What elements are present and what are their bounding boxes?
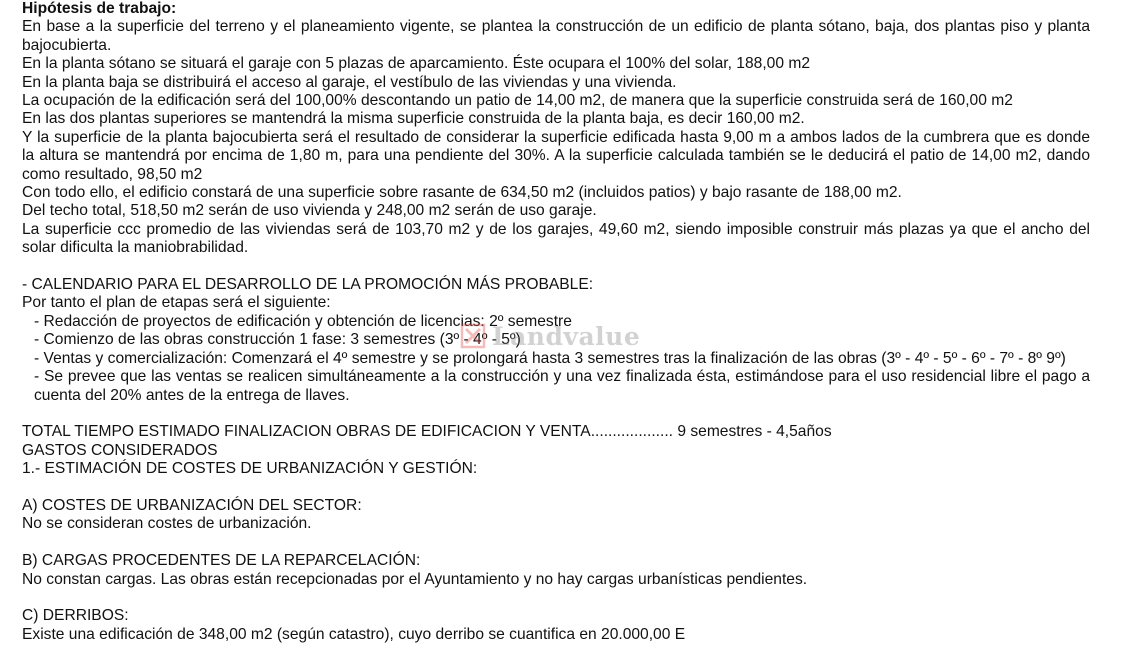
paragraph-intro-6: Y la superficie de la planta bajocubierta será el resultado de considerar la superficie edificada hasta 9,00 m a ambos lados de la cumbrera que es donde la altura se mantendrá por encima de 1,80 m, para una pendiente del 30%. A la superficie calculada también se le deducirá el patio de 14,00 m2, dando como resultado, 98,50 m2 bbox=[22, 128, 1090, 183]
section-c-title: C) DERRIBOS: bbox=[22, 607, 129, 625]
paragraph-intro-5: En las dos plantas superiores se mantendrá la misma superficie construida de la planta baja, es decir 160,00 m2. bbox=[22, 110, 805, 128]
calendar-title: - CALENDARIO PARA EL DESARROLLO DE LA PROMOCIÓN MÁS PROBABLE: bbox=[22, 276, 594, 294]
paragraph-intro-7: Con todo ello, el edificio constará de una superficie sobre rasante de 634,50 m2 (incluidos patios) y bajo rasante de 188,00 m2. bbox=[22, 184, 902, 202]
paragraph-intro-9: La superficie ccc promedio de las viviendas será de 103,70 m2 y de los garajes, 49,60 m2, siendo imposible construir más plazas ya que el ancho del solar dificulta la maniobrabilidad. bbox=[22, 220, 1090, 257]
paragraph-intro-3: En la planta baja se distribuirá el acceso al garaje, el vestíbulo de las viviendas y una vivienda. bbox=[22, 73, 677, 91]
calendar-lead: Por tanto el plan de etapas será el siguiente: bbox=[22, 294, 331, 312]
watermark-text: Landvalue bbox=[492, 321, 641, 351]
document-body bbox=[22, 0, 1090, 644]
section-b-title: B) CARGAS PROCEDENTES DE LA REPARCELACIÓN: bbox=[22, 552, 421, 570]
spacer bbox=[22, 479, 1090, 497]
calendar-item-2: - Comienzo de las obras construcción 1 fase: 3 semestres (3º - 4º - 5º) bbox=[34, 331, 521, 349]
spacer bbox=[22, 258, 1090, 276]
calendar-item-4: - Se prevee que las ventas se realicen simultáneamente a la construcción y una vez finalizada ésta, estimándose para el uso residencial libre el pago a cuenta del 20% antes de la entrega de llaves. bbox=[34, 368, 1090, 404]
calendar-item-1: - Redacción de proyectos de edificación y obtención de licencias: 2º semestre bbox=[34, 312, 572, 330]
spacer bbox=[22, 589, 1090, 607]
calendar-item-3: - Ventas y comercialización: Comenzará el 4º semestre y se prolongará hasta 3 semestres tras la finalización de las obras (3º - 4º - 5º - 6º - 7º - 8º 9º) bbox=[34, 349, 1066, 367]
paragraph-intro-2: En la planta sótano se situará el garaje con 5 plazas de aparcamiento. Éste ocupara el 100% del solar, 188,00 m2 bbox=[22, 55, 810, 73]
document-heading: Hipótesis de trabajo: bbox=[22, 0, 177, 17]
paragraph-intro-8: Del techo total, 518,50 m2 serán de uso vivienda y 248,00 m2 serán de uso garaje. bbox=[22, 202, 597, 220]
paragraph-intro-1: En base a la superficie del terreno y el planeamiento vigente, se plantea la construcción de un edificio de planta sótano, baja, dos plantas piso y planta bajocubierta. bbox=[22, 18, 1090, 54]
total-time-line: TOTAL TIEMPO ESTIMADO FINALIZACION OBRAS DE EDIFICACION Y VENTA................... 9 semestres - 4,5años bbox=[22, 423, 832, 441]
section-a-body: No se consideran costes de urbanización. bbox=[22, 515, 312, 533]
section-a-title: A) COSTES DE URBANIZACIÓN DEL SECTOR: bbox=[22, 496, 362, 514]
spacer bbox=[22, 405, 1090, 423]
spacer bbox=[22, 534, 1090, 552]
paragraph-intro-4: La ocupación de la edificación será del 100,00% descontando un patio de 14,00 m2, de manera que la superficie construida será de 160,00 m2 bbox=[22, 92, 1013, 110]
section-1-title: 1.- ESTIMACIÓN DE COSTES DE URBANIZACIÓN Y GESTIÓN: bbox=[22, 460, 478, 478]
section-b-body: No constan cargas. Las obras están recepcionadas por el Ayuntamiento y no hay cargas urbanísticas pendientes. bbox=[22, 570, 808, 588]
section-c-body: Existe una edificación de 348,00 m2 (según catastro), cuyo derribo se cuantifica en 20.000,00 E bbox=[22, 625, 686, 643]
gastos-title: GASTOS CONSIDERADOS bbox=[22, 441, 218, 459]
